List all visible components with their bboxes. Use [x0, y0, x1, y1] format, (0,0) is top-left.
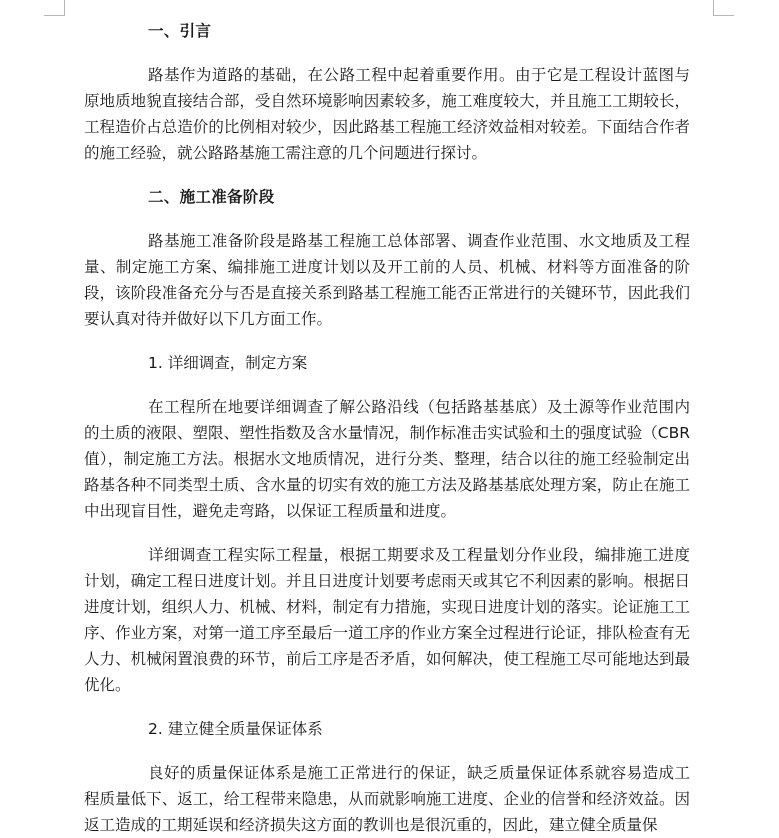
crop-mark-top-left [44, 15, 65, 16]
paragraph-quality-1: 良好的质量保证体系是施工正常进行的保证，缺乏质量保证体系就容易造成工程质量低下、返工，给工程带来隐患，从而就影响施工进度、企业的信誉和经济效益。因返工造成的工期延误和经济损失这方面的教训也是很沉重的，因此，建立健全质量保 [84, 764, 690, 834]
paragraph-intro: 路基作为道路的基础，在公路工程中起着重要作用。由于它是工程设计蓝图与原地质地貌直接结合部，受自然环境影响因素较多，施工难度较大，并且施工工期较长，工程造价占总造价的比例相对较少，因此路基工程施工经济效益相对较差。下面结合作者的施工经验，就公路路基施工需注意的几个问题进行探讨。 [84, 66, 690, 162]
section-heading-prep: 二、施工准备阶段 [148, 188, 275, 206]
paragraph-survey-1: 在工程所在地要详细调查了解公路沿线（包括路基基底）及土源等作业范围内的土质的液限、塑限、塑性指数及含水量情况，制作标准击实试验和土的强度试验（CBR值），制定施工方法。根据水文地质情况，进行分类、整理，结合以往的施工经验制定出路基各种不同类型土质、含水量的切实有效的施工方法及路基基底处理方案，防止在施工中出现盲目性，避免走弯路，以保证工程质量和进度。 [84, 398, 690, 520]
paragraph-survey-2: 详细调查工程实际工程量，根据工期要求及工程量划分作业段，编排施工进度计划，确定工程日进度计划。并且日进度计划要考虑雨天或其它不利因素的影响。根据日进度计划，组织人力、机械、材料，制定有力措施，实现日进度计划的落实。论证施工工序、作业方案，对第一道工序至最后一道工序的作业方案全过程进行论证，排队检查有无人力、机械闲置浪费的环节，前后工序是否矛盾，如何解决，使工程施工尽可能地达到最优化。 [84, 546, 690, 694]
crop-mark-top-left [64, 0, 65, 15]
subsection-heading-quality: 2. 建立健全质量保证体系 [148, 720, 323, 738]
paragraph-prep: 路基施工准备阶段是路基工程施工总体部署、调查作业范围、水文地质及工程量、制定施工方案、编排施工进度计划以及开工前的人员、机械、材料等方面准备的阶段，该阶段准备充分与否是直接关系到路基工程施工能否正常进行的关键环节，因此我们要认真对待并做好以下几方面工作。 [84, 232, 690, 328]
document-body [84, 18, 690, 838]
crop-mark-top-right [713, 15, 734, 16]
crop-mark-top-right [713, 0, 714, 15]
section-heading-intro: 一、引言 [148, 22, 212, 40]
subsection-heading-survey: 1. 详细调查，制定方案 [148, 354, 308, 372]
